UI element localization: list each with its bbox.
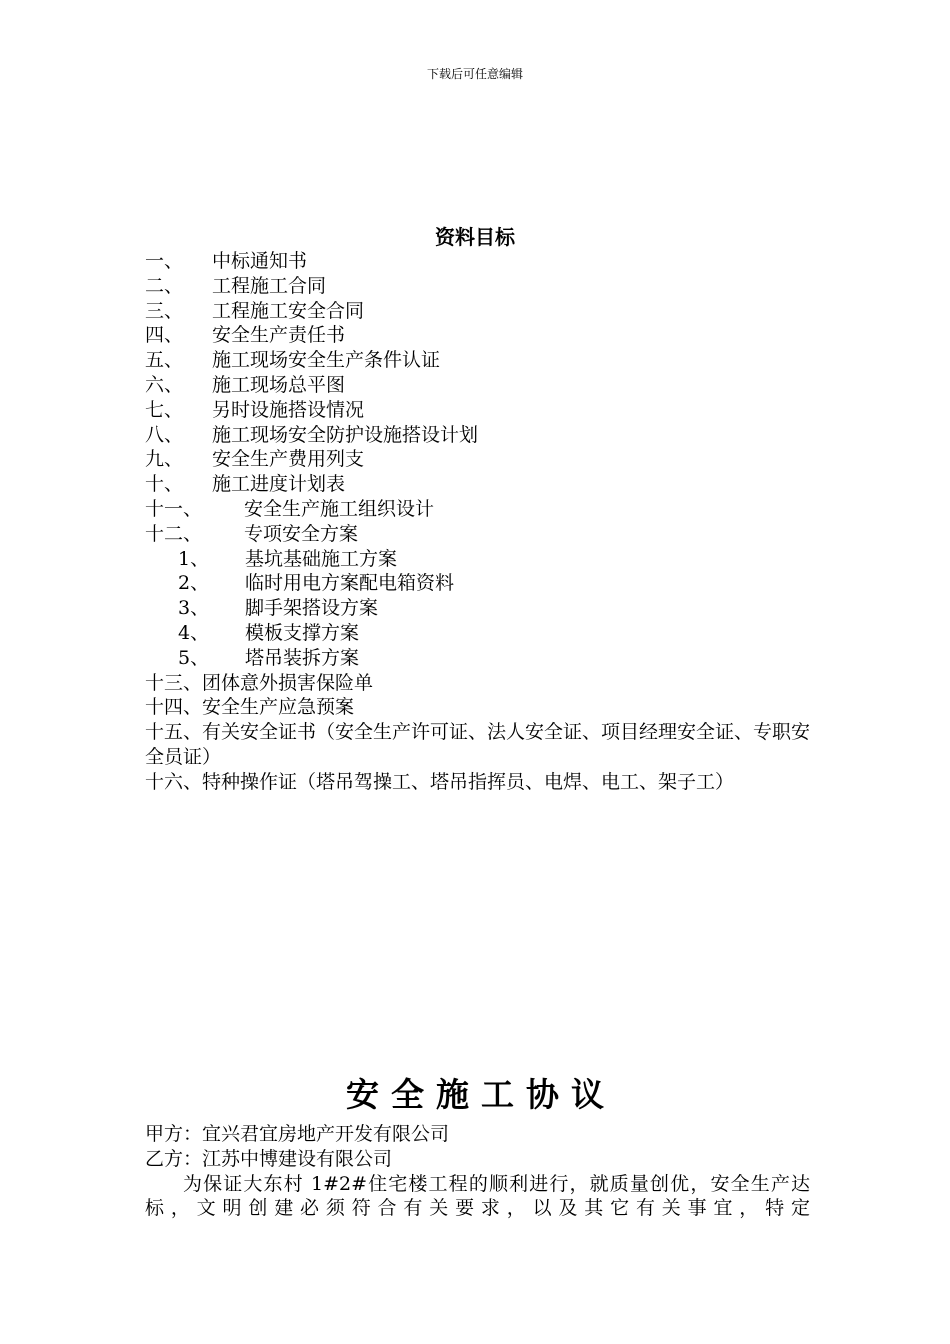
toc-item — [145, 497, 810, 522]
toc-subitem-number: 3、 — [178, 597, 210, 620]
toc-item-text: 施工现场安全生产条件认证 — [212, 349, 441, 372]
toc-item-number: 七、 — [145, 398, 184, 421]
toc-subitem-text: 塔吊装拆方案 — [245, 646, 360, 669]
toc-item-text: 安全生产费用列支 — [212, 448, 365, 471]
toc-item-text: 安全生产施工组织设计 — [244, 497, 435, 520]
toc-item — [145, 522, 810, 547]
agreement-body — [145, 1122, 810, 1221]
toc-item — [145, 398, 810, 423]
toc-item-text: 工程施工安全合同 — [212, 299, 365, 322]
toc-subitem — [145, 571, 810, 596]
toc-item — [145, 249, 810, 274]
toc-subitem-text: 模板支撑方案 — [245, 621, 360, 644]
toc-item — [145, 299, 810, 324]
toc-item-text: 中标通知书 — [212, 250, 308, 272]
toc-item-number: 六、 — [145, 373, 184, 396]
toc-item-number: 三、 — [145, 299, 184, 322]
toc-item-number: 五、 — [145, 349, 184, 372]
toc-subitem — [145, 596, 810, 621]
toc-item: 十四、安全生产应急预案 — [145, 696, 355, 719]
party-b: 乙方：江苏中博建设有限公司 — [145, 1147, 393, 1170]
toc-subitem-number: 5、 — [178, 646, 210, 669]
toc-item-text: 另时设施搭设情况 — [212, 398, 365, 421]
toc-item-text: 工程施工合同 — [212, 274, 327, 297]
toc-item: 十六、特种操作证（塔吊驾操工、塔吊指挥员、电焊、电工、架子工） — [145, 770, 735, 793]
toc-subitem — [145, 621, 810, 646]
toc-subitem — [145, 646, 810, 671]
toc-item-number: 四、 — [145, 324, 184, 347]
toc-item — [145, 274, 810, 299]
toc-subitem-text: 基坑基础施工方案 — [245, 547, 398, 570]
toc-item — [145, 447, 810, 472]
toc-subitem — [145, 547, 810, 572]
table-of-contents — [145, 249, 810, 795]
agreement-title: 安全施工协议 — [346, 1075, 616, 1114]
toc-item-number: 十二、 — [145, 522, 203, 545]
toc-item — [145, 323, 810, 348]
toc-item-number: 九、 — [145, 448, 184, 471]
toc-item: 十三、团体意外损害保险单 — [145, 671, 374, 694]
toc-subitem-number: 4、 — [178, 621, 210, 644]
toc-item — [145, 348, 810, 373]
toc-item-number: 十、 — [145, 473, 184, 496]
toc-item-text: 施工进度计划表 — [212, 473, 346, 496]
toc-item-number: 一、 — [145, 250, 184, 272]
toc-title: 资料目标 — [435, 225, 515, 249]
toc-item-text: 施工现场总平图 — [212, 373, 346, 396]
page-header: 下载后可任意编辑 — [426, 67, 523, 81]
party-a: 甲方：宜兴君宜房地产开发有限公司 — [145, 1123, 450, 1145]
toc-item-text: 施工现场安全防护设施搭设计划 — [212, 423, 479, 446]
toc-subitem-number: 1、 — [178, 547, 210, 570]
toc-item — [145, 423, 810, 448]
toc-item-number: 二、 — [145, 274, 184, 297]
toc-item-text: 专项安全方案 — [244, 522, 359, 545]
toc-item — [145, 373, 810, 398]
toc-item: 十五、有关安全证书（安全生产许可证、法人安全证、项目经理安全证、专职安全员证） — [145, 721, 811, 768]
toc-item-number: 八、 — [145, 423, 184, 446]
toc-item-text: 安全生产责任书 — [212, 324, 346, 347]
toc-item — [145, 472, 810, 497]
toc-subitem-text: 临时用电方案配电箱资料 — [245, 572, 455, 595]
toc-subitem-number: 2、 — [178, 572, 210, 595]
toc-subitem-text: 脚手架搭设方案 — [245, 597, 379, 620]
toc-item-number: 十一、 — [145, 497, 203, 520]
agreement-paragraph: 为保证大东村 1#2#住宅楼工程的顺利进行，就质量创优，安全生产达标，文明创建必须符合有关要求，以及其它有关事宜，特定 — [145, 1172, 810, 1220]
